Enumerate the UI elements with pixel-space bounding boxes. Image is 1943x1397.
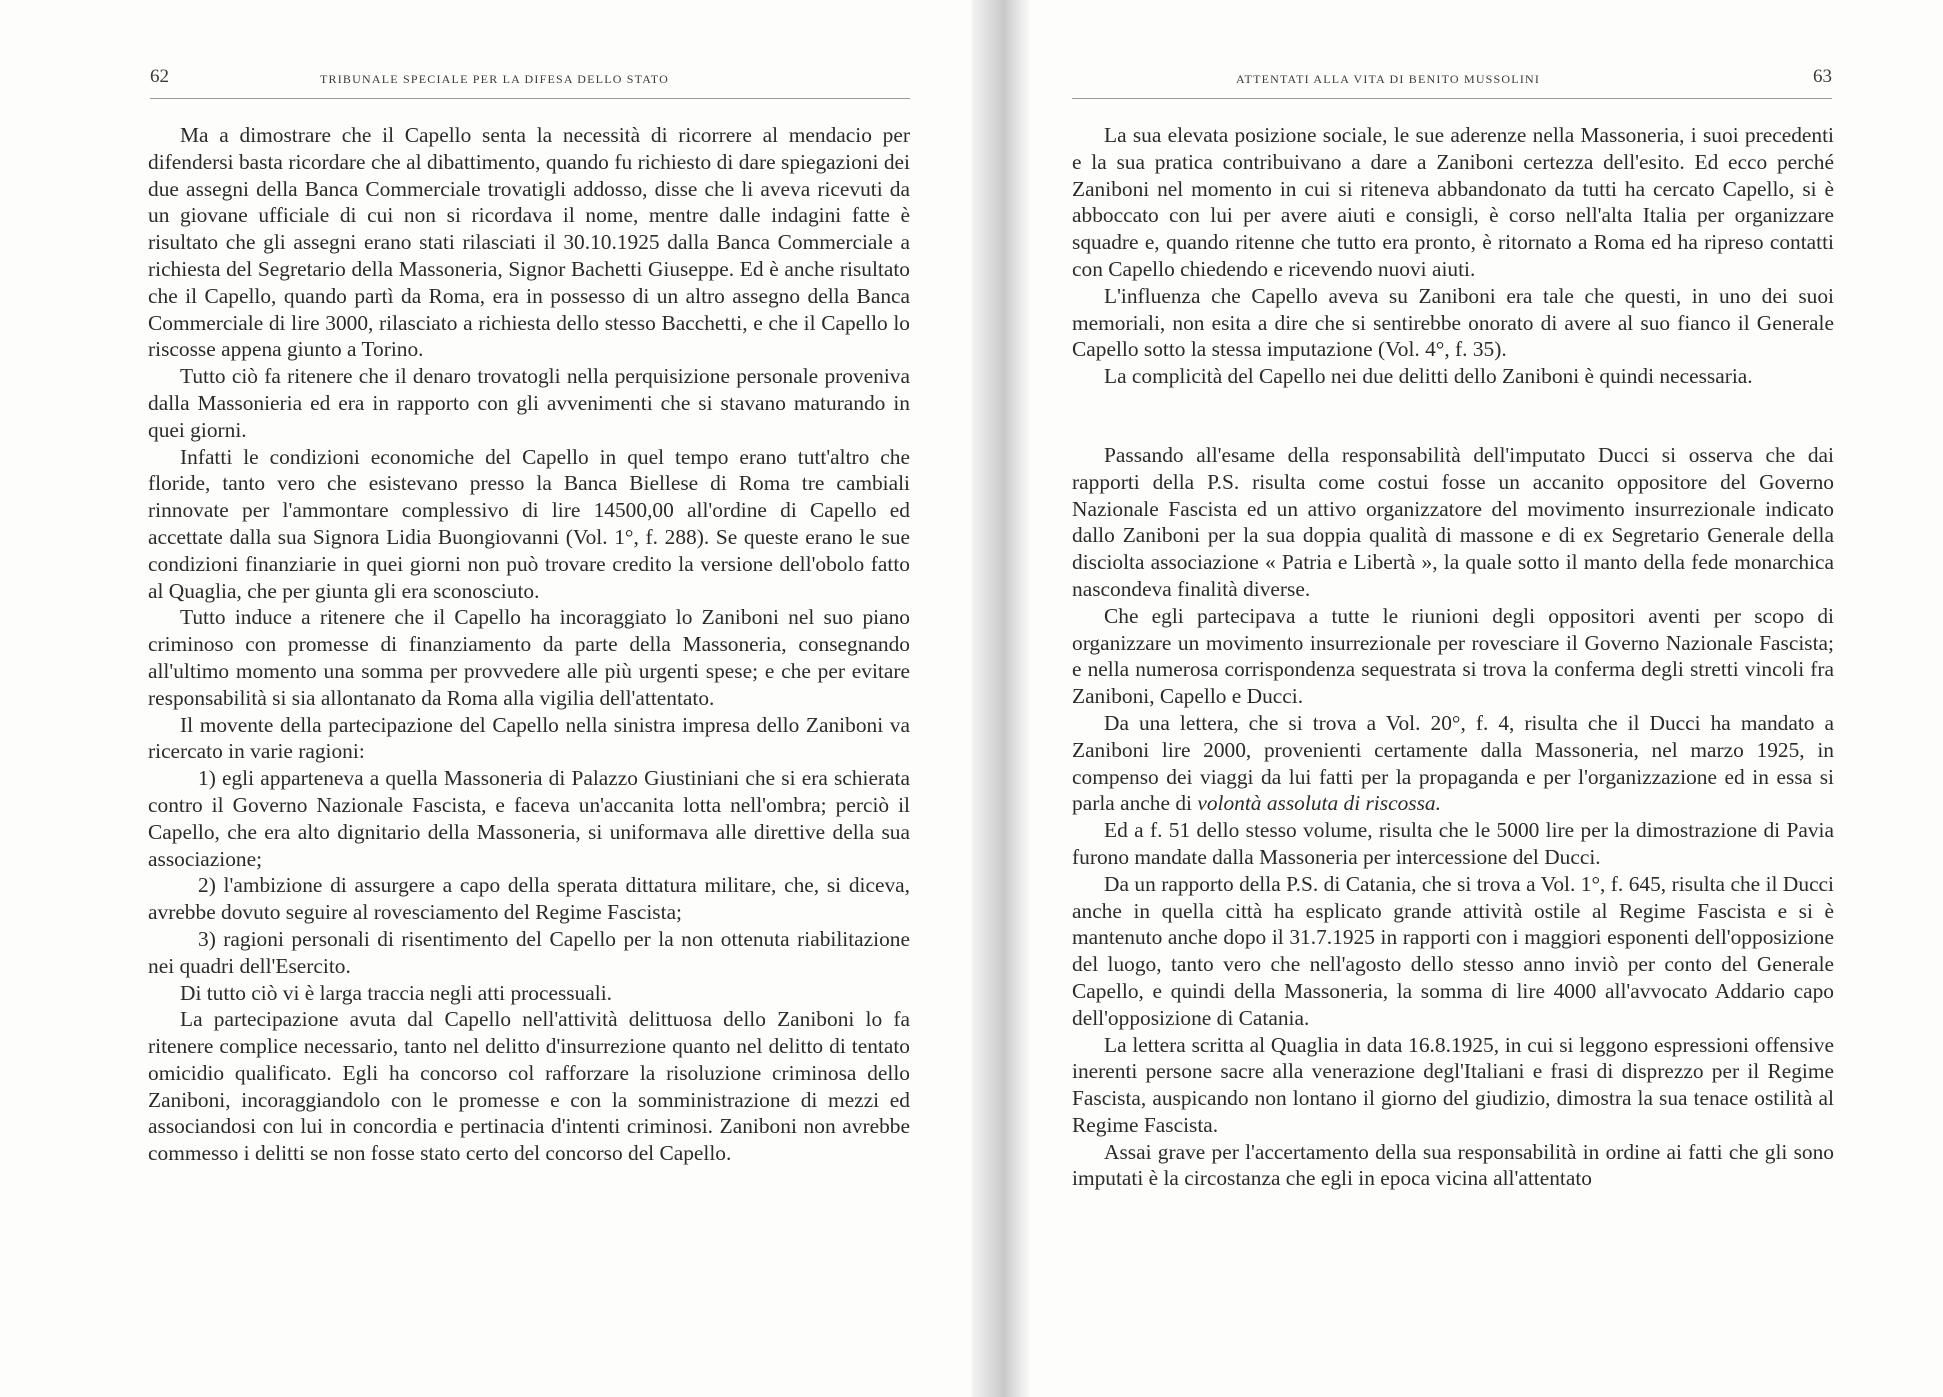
paragraph: Assai grave per l'accertamento della sua responsabilità in ordine ai fatti che gli sono imputati è la circostanza che egli in epoca vicina all'attentato: [1072, 1139, 1834, 1191]
right-body-text: [1072, 122, 1834, 1192]
paragraph-text: Da una lettera, che si trova a Vol. 20°, f. 4, risulta che il Ducci ha mandato a Zaniboni lire 2000, provenienti certamente dalla Massoneria, nel marzo 1925, in compenso dei viaggi da lui fatti per la propaganda e per l'organizzazione ed in essa si parla anche di: [1072, 710, 1834, 816]
paragraph: La complicità del Capello nei due delitti dello Zaniboni è quindi necessaria.: [1104, 364, 1753, 389]
italic-quote: volontà assoluta di riscossa.: [1197, 791, 1441, 816]
left-header-rule: [150, 98, 910, 99]
paragraph: La sua elevata posizione sociale, le sue aderenze nella Massoneria, i suoi precedenti e la sua pratica contribuivano a dare a Zaniboni certezza dell'esito. Ed ecco perché Zaniboni nel momento in cui si riteneva abbandonato da tutti ha cercato Capello, si è abboccato con lui per avere aiuti e consigli, è corso nell'alta Italia per organizzare squadre e, quando ritenne che tutto era pronto, è ritornato a Roma ed ha ripreso contatti con Capello chiedendo e ricevendo nuovi aiuti.: [1072, 123, 1834, 281]
left-running-head: [150, 66, 910, 94]
left-body-text: [148, 122, 910, 1167]
right-running-head: [1072, 66, 1832, 94]
paragraph: Infatti le condizioni economiche del Capello in quel tempo erano tutt'altro che floride, tanto vero che esistevano presso la Banca Biellese di Roma tre cambiali rinnovate per l'ammontare complessivo di lire 14500,00 all'ordine di Capello ed accettate dalla sua Signora Lidia Buongiovanni (Vol. 1°, f. 288). Se queste erano le sue condizioni finanziarie in quei giorni non può trovare credito la versione dell'obolo fatto al Quaglia, che per giunta gli era sconosciuto.: [148, 444, 910, 603]
paragraph: Tutto ciò fa ritenere che il denaro trovatogli nella perquisizione personale proveniva dalla Massonieria ed era in rapporto con gli avvenimenti che si stavano maturando in quei giorni.: [148, 364, 910, 442]
left-running-title: TRIBUNALE SPECIALE PER LA DIFESA DELLO STATO: [320, 72, 669, 86]
paragraph: Il movente della partecipazione del Capello nella sinistra impresa dello Zaniboni va ricercato in varie ragioni:: [148, 712, 910, 764]
paragraph: L'influenza che Capello aveva su Zaniboni era tale che questi, in uno dei suoi memoriali, non esita a dire che si sentirebbe onorato di avere al suo fianco il Generale Capello sotto la stessa imputazione (Vol. 4°, f. 35).: [1072, 283, 1834, 362]
paragraph: Passando all'esame della responsabilità dell'imputato Ducci si osserva che dai rapporti della P.S. risulta come costui fosse un accanito oppositore del Governo Nazionale Fascista ed un attivo organizzatore del movimento insurrezionale indicato dallo Zaniboni per la sua doppia qualità di massone e di ex Segretario Generale della disciolta associazione « Patria e Libertà », la quale sotto il manto della fede monarchica nascondeva finalità diverse.: [1072, 442, 1834, 601]
paragraph: Di tutto ciò vi è larga traccia negli atti processuali.: [180, 980, 613, 1005]
list-item: 2) l'ambizione di assurgere a capo della sperata dittatura militare, che, si diceva, avrebbe dovuto seguire al rovesciamento del Regime Fascista;: [148, 873, 910, 925]
left-page-number: 62: [150, 66, 169, 87]
paragraph: La partecipazione avuta dal Capello nell'attività delittuosa dello Zaniboni lo fa ritenere complice necessario, tanto nel delitto d'insurrezione quanto nel delitto di tentato omicidio qualificato. Egli ha concorso col rafforzare la risoluzione criminosa dello Zaniboni, incoraggiandolo con le promesse e con la somministrazione di mezzi ed associandosi con lui in concordia e pertinacia d'intenti criminosi. Zaniboni non avrebbe commesso i delitti se non fosse stato certo del concorso del Capello.: [148, 1007, 910, 1166]
paragraph: Che egli partecipava a tutte le riunioni degli oppositori aventi per scopo di organizzare un movimento insurrezionale per rovesciare il Governo Nazionale Fascista; e nella numerosa corrispondenza sequestrata si trova la conferma degli stretti vincoli fra Zaniboni, Capello e Ducci.: [1072, 603, 1834, 709]
right-page: [975, 0, 1943, 1397]
paragraph: [1072, 710, 1834, 817]
paragraph: Ma a dimostrare che il Capello senta la necessità di ricorrere al mendacio per difendersi basta ricordare che al dibattimento, quando fu richiesto di dare spiegazioni dei due assegni della Banca Commerciale trovatigli addosso, disse che li aveva ricevuti da un giovane ufficiale di cui non si ricordava il nome, mentre dalle indagini fatte è risultato che gli assegni erano stati rilasciati il 30.10.1925 dalla Banca Commerciale a richiesta del Segretario della Massoneria, Signor Bachetti Giuseppe. Ed è anche risultato che il Capello, quando partì da Roma, era in possesso di un altro assegno della Banca Commerciale di lire 3000, rilasciato a richiesta dello stesso Bacchetti, e che il Capello lo riscosse appena giunto a Torino.: [148, 123, 910, 362]
paragraph: Da un rapporto della P.S. di Catania, che si trova a Vol. 1°, f. 645, risulta che il Ducci anche in quella città ha esplicato grande attività ostile al Regime Fascista e si è mantenuto anche dopo il 31.7.1925 in rapporti con i maggiori esponenti dell'opposizione del luogo, tanto vero che nell'agosto dello stesso anno inviò per conto del Generale Capello, e quindi della Massoneria, la somma di lire 4000 all'avvocato Addario capo dell'opposizione di Catania.: [1072, 871, 1834, 1030]
right-page-number: 63: [1813, 66, 1832, 87]
right-running-title: ATTENTATI ALLA VITA DI BENITO MUSSOLINI: [1236, 72, 1541, 86]
list-item: 1) egli apparteneva a quella Massoneria di Palazzo Giustiniani che si era schierata contro il Governo Nazionale Fascista, e faceva un'accanita lotta nell'ombra; perciò il Capello, che era alto dignitario della Massoneria, si uniformava alle direttive della sua associazione;: [148, 766, 910, 871]
list-item: 3) ragioni personali di risentimento del Capello per la non ottenuta riabilitazione nei quadri dell'Esercito.: [148, 926, 910, 978]
paragraph: Ed a f. 51 dello stesso volume, risulta che le 5000 lire per la dimostrazione di Pavia furono mandate dalla Massoneria per intercessione del Ducci.: [1072, 818, 1834, 869]
paragraph: La lettera scritta al Quaglia in data 16.8.1925, in cui si leggono espressioni offensive inerenti persone sacre alla venerazione degl'Italiani e frasi di disprezzo per il Regime Fascista, auspicando non lontano il giorno del giudizio, dimostra la sua tenace ostilità al Regime Fascista.: [1072, 1032, 1834, 1137]
paragraph: Tutto induce a ritenere che il Capello ha incoraggiato lo Zaniboni nel suo piano criminoso con promesse di finanziamento da parte della Massoneria, consegnando all'ultimo momento una somma per provvedere alle più urgenti spese; e che per evitare responsabilità si sia allontanato da Roma alla vigilia dell'attentato.: [148, 605, 910, 710]
right-header-rule: [1072, 98, 1832, 99]
